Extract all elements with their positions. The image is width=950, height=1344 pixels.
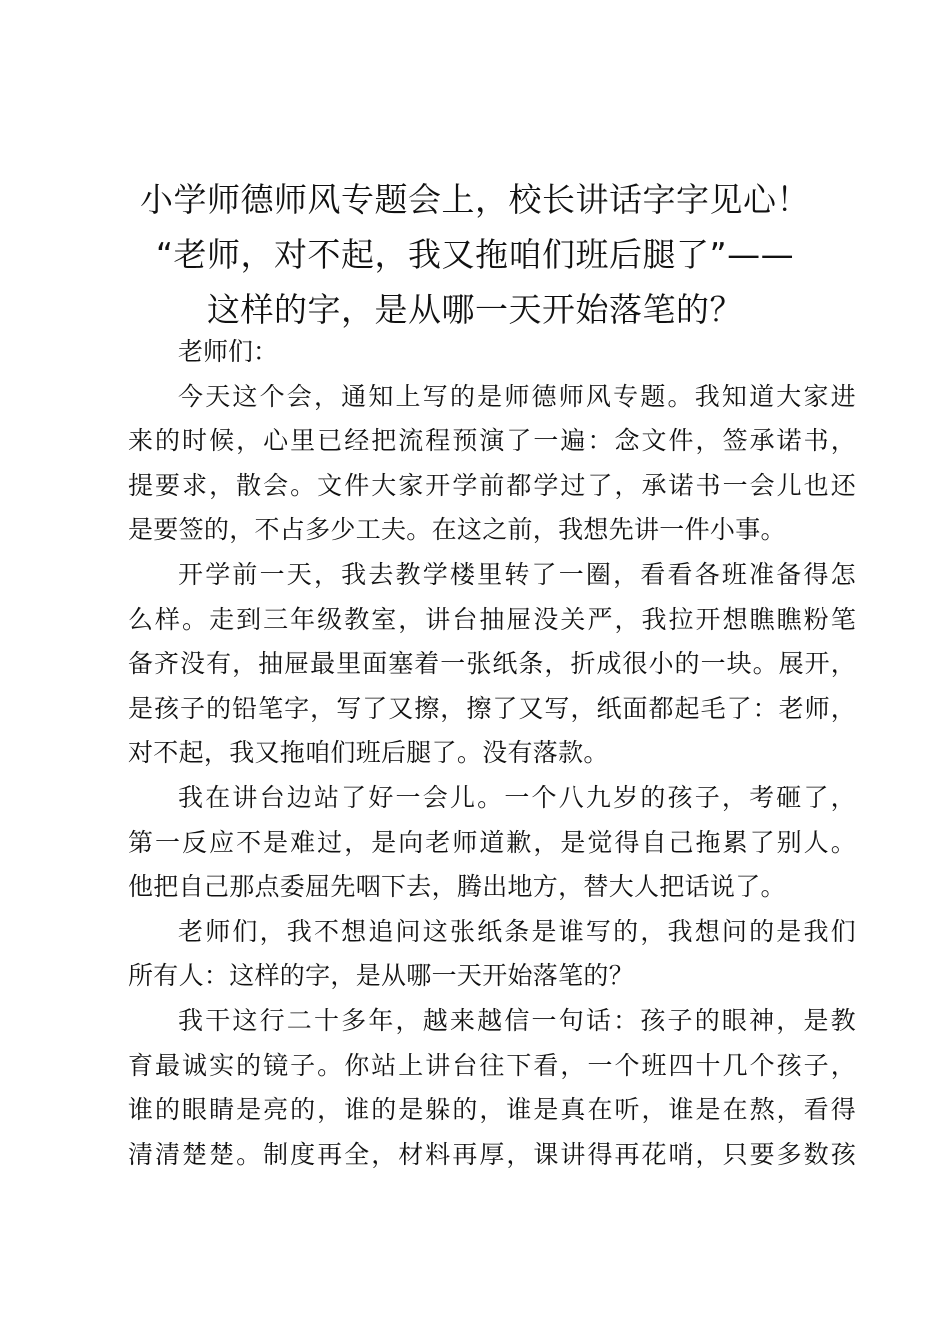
paragraph-line: 第一反应不是难过，是向老师道歉，是觉得自己拖累了别人。 <box>128 827 856 857</box>
salutation: 老师们： <box>178 337 279 366</box>
paragraph-line: 是要签的，不占多少工夫。在这之前，我想先讲一件小事。 <box>128 515 786 545</box>
paragraph-line: 清清楚楚。制度再全，材料再厚，课讲得再花哨，只要多数孩 <box>128 1139 856 1169</box>
paragraph-line: 是孩子的铅笔字，写了又擦，擦了又写，纸面都起毛了：老师， <box>128 693 856 723</box>
document-title <box>110 172 840 337</box>
paragraph-line: 对不起，我又拖咱们班后腿了。没有落款。 <box>128 738 609 768</box>
paragraph-line: 备齐没有，抽屉最里面塞着一张纸条，折成很小的一块。展开， <box>128 649 856 679</box>
paragraph-line: 么样。走到三年级教室，讲台抽屉没关严，我拉开想瞧瞧粉笔 <box>128 604 856 634</box>
paragraph-line: 来的时候，心里已经把流程预演了一遍：念文件，签承诺书， <box>128 426 856 456</box>
paragraph-line: 他把自己那点委屈先咽下去，腾出地方，替大人把话说了。 <box>128 872 786 902</box>
title-line-1: 小学师德师风专题会上，校长讲话字字见心！ <box>140 180 810 219</box>
paragraph-4 <box>128 910 856 999</box>
paragraph-2 <box>128 553 856 776</box>
title-line-2: “老师，对不起，我又拖咱们班后腿了”—— <box>155 235 795 274</box>
paragraph-line: 谁的眼睛是亮的，谁的是躲的，谁是真在听，谁是在熬，看得 <box>128 1095 856 1125</box>
paragraph-5 <box>128 999 856 1177</box>
paragraph-line: 开学前一天，我去教学楼里转了一圈，看看各班准备得怎 <box>178 559 856 589</box>
paragraph-line: 提要求，散会。文件大家开学前都学过了，承诺书一会儿也还 <box>128 470 856 500</box>
paragraph-line: 育最诚实的镜子。你站上讲台往下看，一个班四十几个孩子， <box>128 1050 856 1080</box>
paragraph-line: 今天这个会，通知上写的是师德师风专题。我知道大家进 <box>178 381 856 411</box>
paragraph-1 <box>128 375 856 553</box>
paragraph-line: 所有人：这样的字，是从哪一天开始落笔的？ <box>128 961 635 991</box>
paragraph-3 <box>128 776 856 910</box>
document-body <box>128 330 856 1177</box>
paragraph-line: 我干这行二十多年，越来越信一句话：孩子的眼神，是教 <box>178 1005 856 1035</box>
paragraph-line: 我在讲台边站了好一会儿。一个八九岁的孩子，考砸了， <box>178 782 856 812</box>
title-line-3: 这样的字，是从哪一天开始落笔的？ <box>207 290 743 329</box>
paragraph-line: 老师们，我不想追问这张纸条是谁写的，我想问的是我们 <box>178 916 856 946</box>
